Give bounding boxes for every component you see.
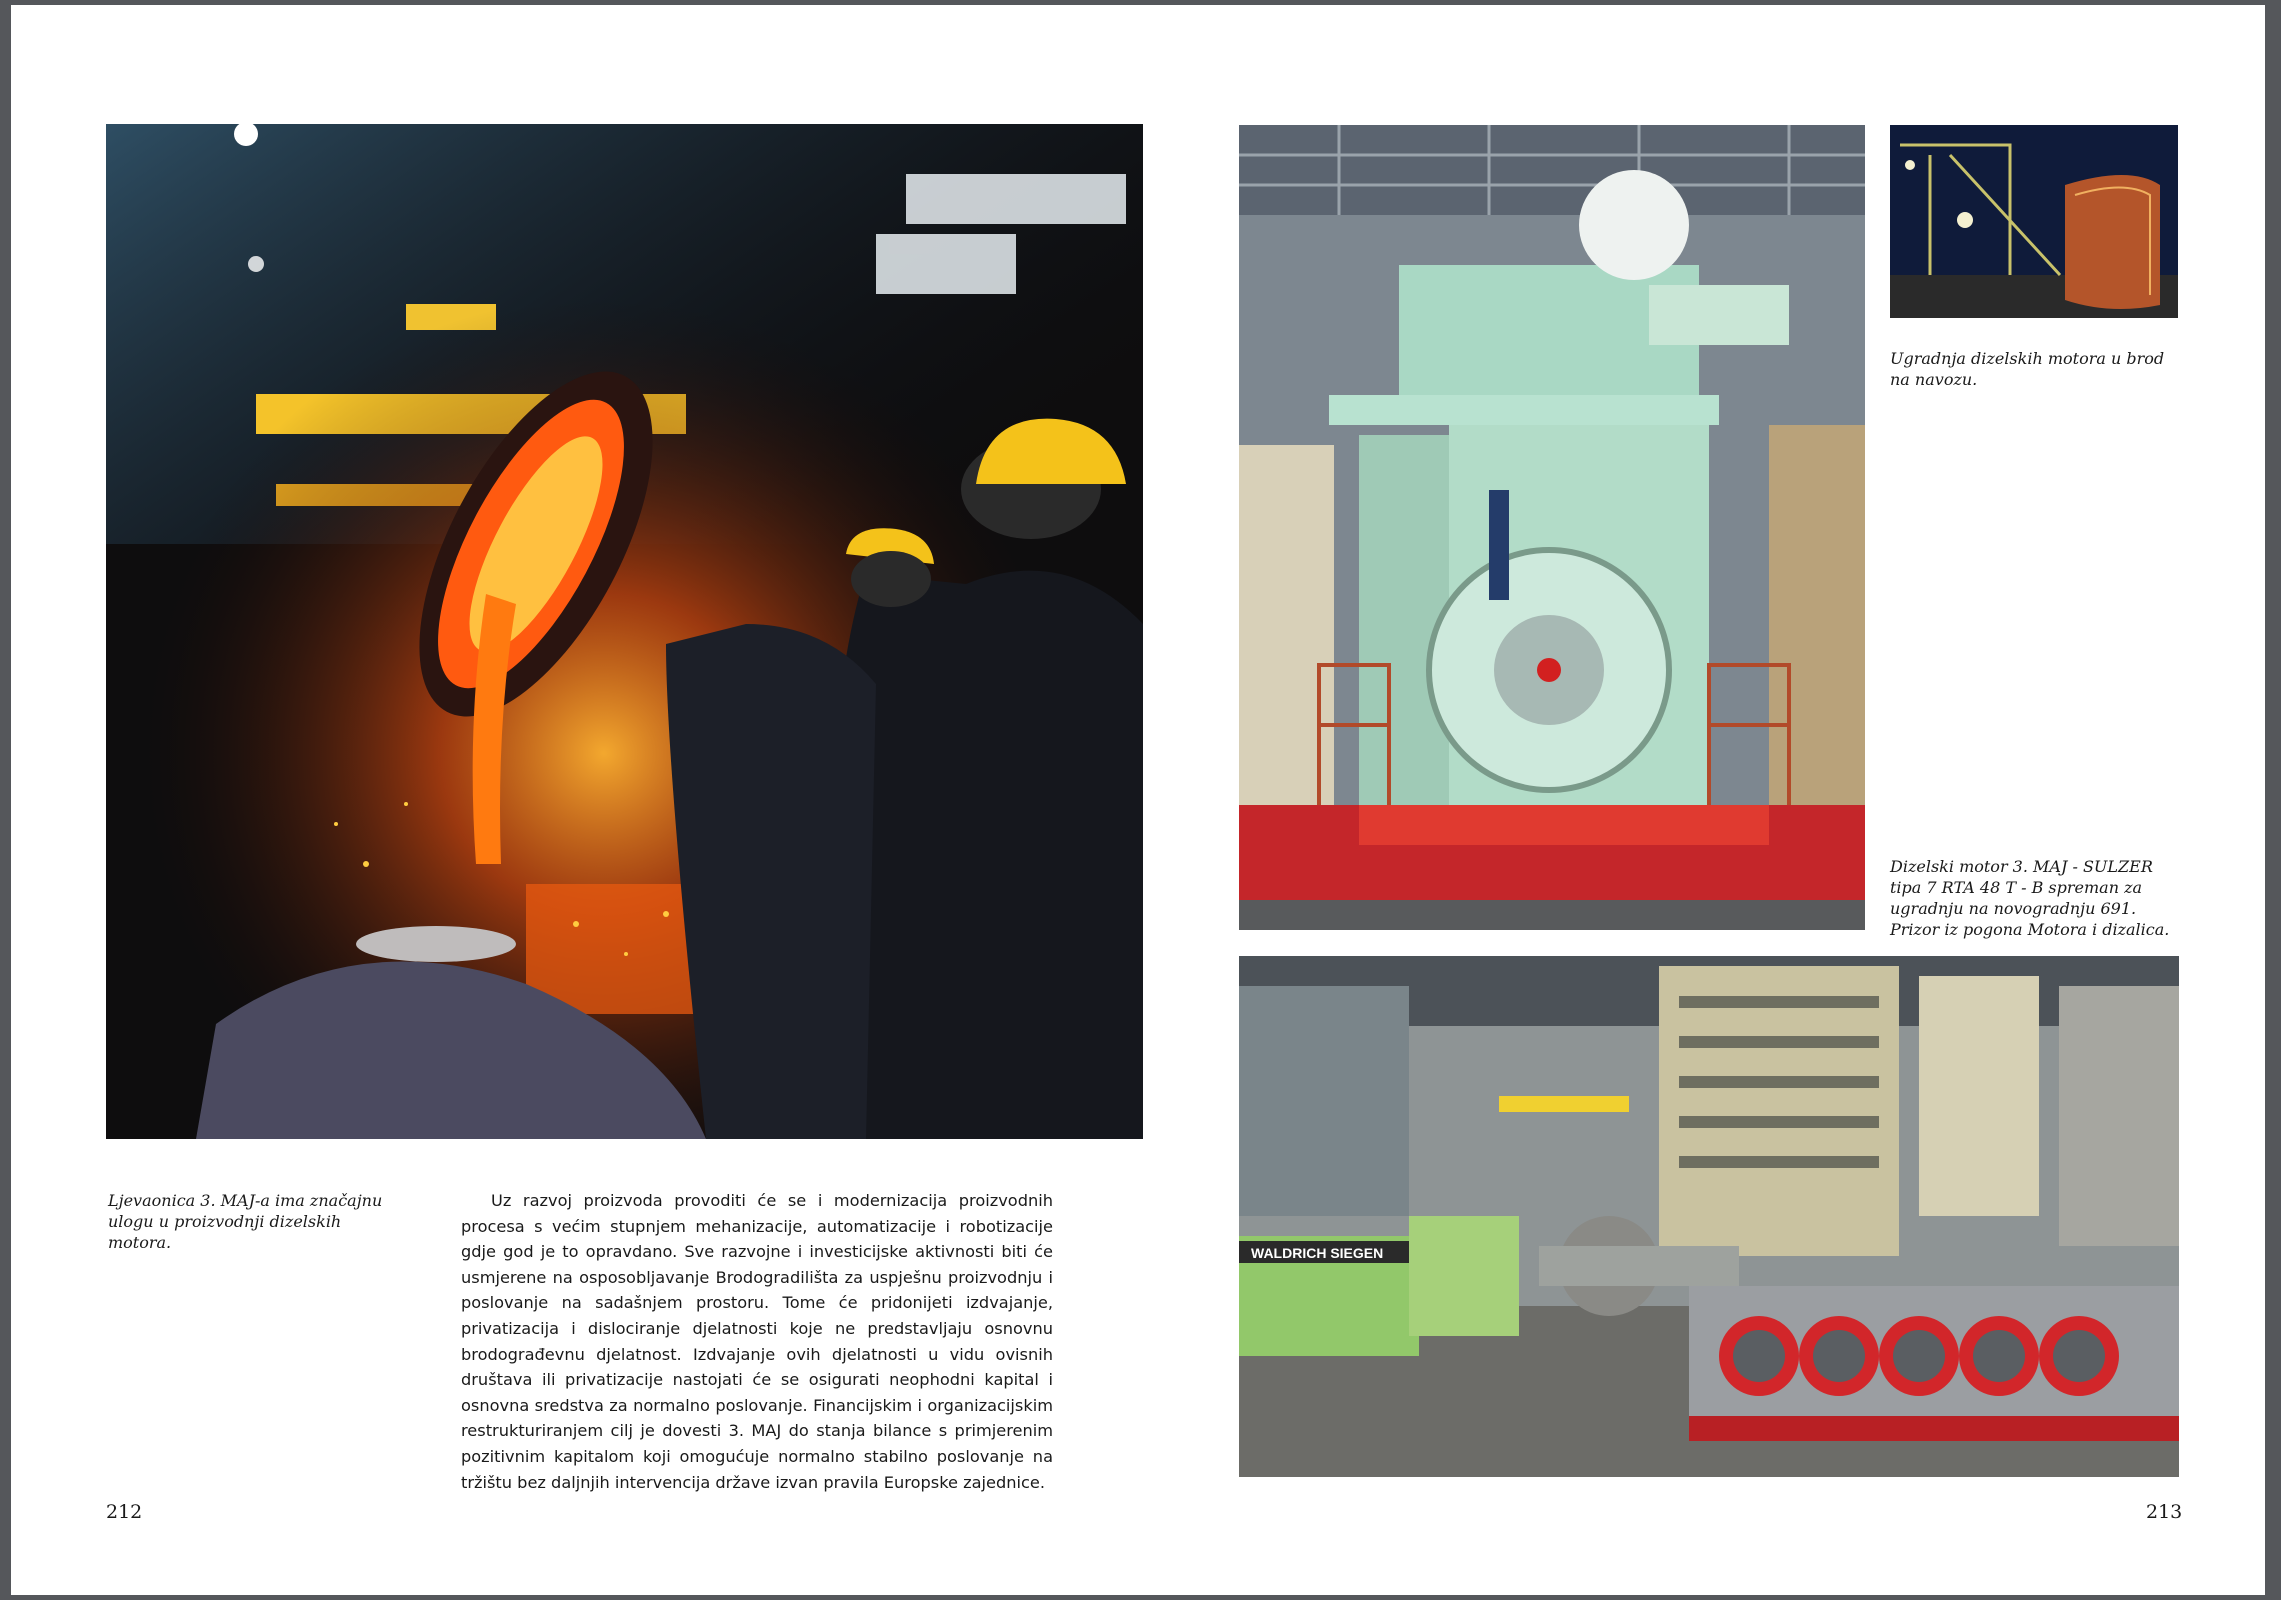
slipway-caption: Ugradnja dizelskih motora u brod na navozu.: [1890, 349, 2165, 389]
workshop-photo: [1239, 956, 2179, 1477]
book-spread: [11, 5, 2265, 1595]
slipway-photo: [1890, 125, 2178, 318]
page-number-left: 212: [106, 1501, 143, 1523]
foundry-caption: Ljevaonica 3. MAJ-a ima značajnu ulogu u proizvodnji dizelskih motora.: [108, 1191, 383, 1252]
diesel-engine-photo: [1239, 125, 1865, 930]
waldrich-siegen-sign: WALDRICH SIEGEN: [1251, 1245, 1384, 1261]
diesel-engine-graphic: [1239, 125, 1865, 930]
workshop-graphic: [1239, 956, 2179, 1477]
foundry-photo: [106, 124, 1143, 1139]
body-paragraph: Uz razvoj proizvoda provoditi će se i modernizacija proizvodnih procesa s većim stupnjem mehanizacije, automatizacije i robotizacije gdje god je to opravdano. Sve razvojne i investicijske aktivnosti biti će usmjerene na osposobljavanje Brodogradilišta za uspješnu proizvodnju i poslovanje na sadašnjem prostoru. Tome će pridonijeti izdvajanje, privatizacija i dislociranje djelatnosti koje ne predstavljaju osnovnu brodograđevnu djelatnost. Izdvajanje ovih djelatnosti u vidu ovisnih društava ili privatizacije nastojati će se osigurati neophodni kapital i osnovna sredstva za normalno poslovanje. Financijskim i organizacijskim restrukturiranjem cilj je dovesti 3. MAJ do stanja bilance s primjerenim pozitivnim kapitalom koji omogućuje normalno stabilno poslovanje na tržištu bez daljnjih intervencija države izvan pravila Europske zajednice.: [461, 1191, 1053, 1492]
slipway-graphic: [1890, 125, 2178, 318]
page-number-right: 213: [2146, 1501, 2183, 1523]
engine-caption: Dizelski motor 3. MAJ - SULZER tipa 7 RTA 48 T - B spreman za ugradnju na novogradnju 691. Prizor iz pogona Motora i dizalica.: [1890, 857, 2170, 939]
foundry-photo-graphic: [106, 124, 1143, 1139]
body-text: [461, 1188, 1053, 1495]
